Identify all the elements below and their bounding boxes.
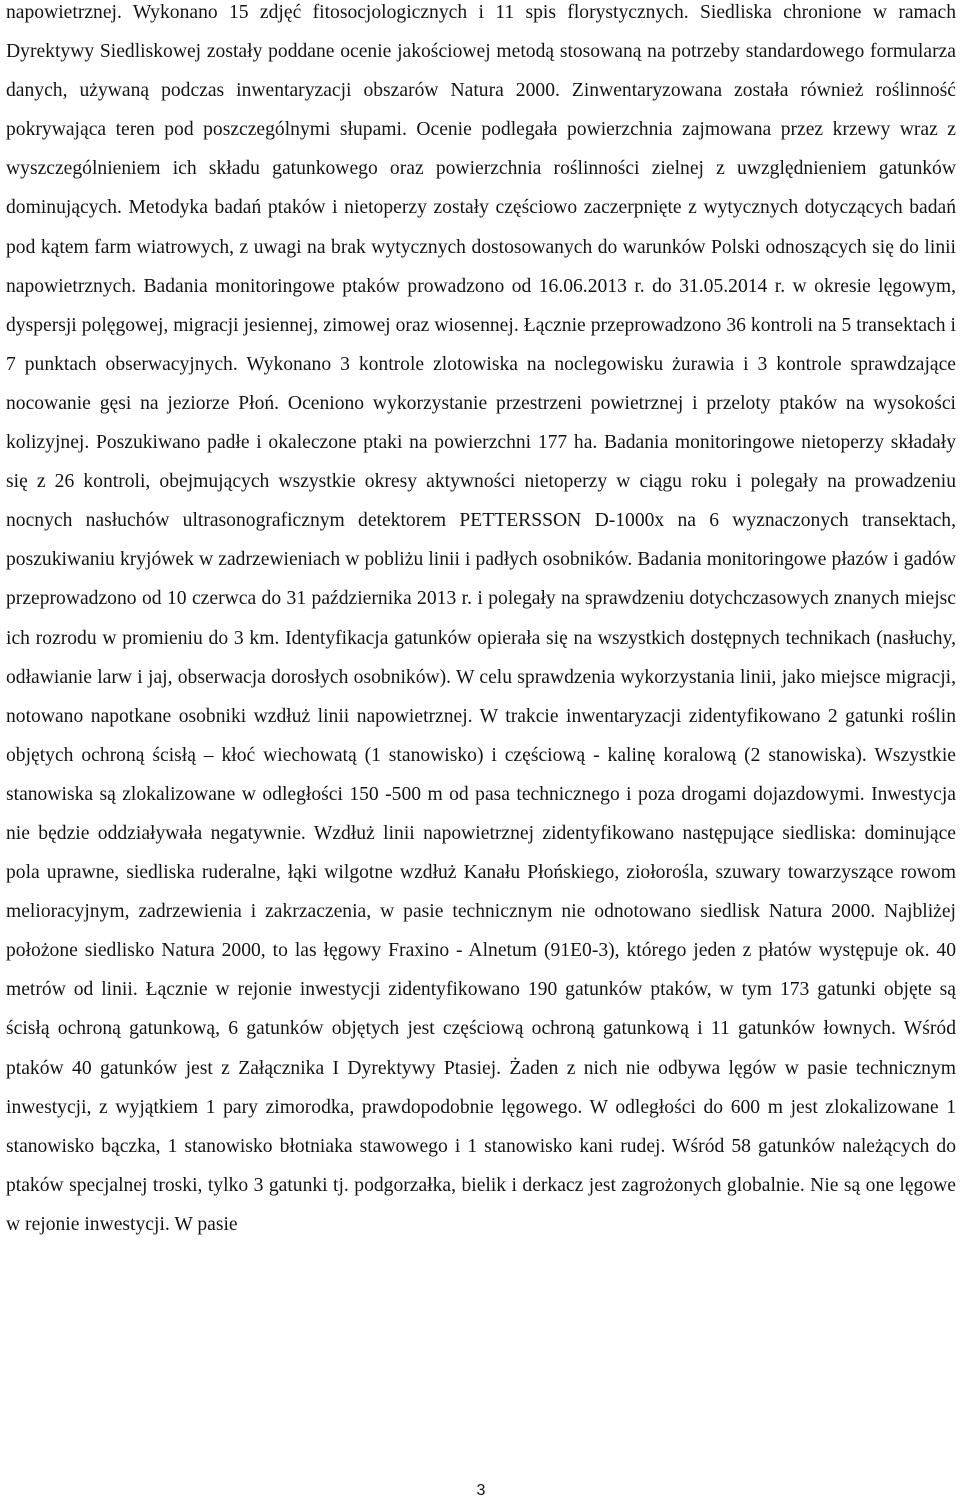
page-number: 3 xyxy=(476,1482,486,1499)
paragraph: napowietrznej. Wykonano 15 zdjęć fitosocjologicznych i 11 spis florystycznych. Siedliska chronione w ramach Dyrektywy Siedliskowej zostały poddane ocenie jakościowej metodą stosowaną na potrzeby standardowego formularza danych, używaną podczas inwentaryzacji obszarów Natura 2000. Zinwentaryzowana została również roślinność pokrywająca teren pod poszczególnymi słupami. Ocenie podlegała powierzchnia zajmowana przez krzewy wraz z wyszczególnieniem ich składu gatunkowego oraz powierzchnia roślinności zielnej z uwzględnieniem gatunków dominujących. Metodyka badań ptaków i nietoperzy zostały częściowo zaczerpnięte z wytycznych dotyczących badań pod kątem farm wiatrowych, z uwagi na brak wytycznych dostosowanych do warunków Polski odnoszących się do linii napowietrznych. Badania monitoringowe ptaków prowadzono od 16.06.2013 r. do 31.05.2014 r. w okresie lęgowym, dyspersji polęgowej, migracji jesiennej, zimowej oraz wiosennej. Łącznie przeprowadzono 36 kontroli na 5 transektach i 7 punktach obserwacyjnych. Wykonano 3 kontrole zlotowiska na noclegowisku żurawia i 3 kontrole sprawdzające nocowanie gęsi na jeziorze Płoń. Oceniono wykorzystanie przestrzeni powietrznej i przeloty ptaków na wysokości kolizyjnej. Poszukiwano padłe i okaleczone ptaki na powierzchni 177 ha. Badania monitoringowe nietoperzy składały się z 26 kontroli, obejmujących wszystkie okresy aktywności nietoperzy w ciągu roku i polegały na prowadzeniu nocnych nasłuchów ultrasonograficznym detektorem PETTERSSON D-1000x na 6 wyznaczonych transektach, poszukiwaniu kryjówek w zadrzewieniach w pobliżu linii i padłych osobników. Badania monitoringowe płazów i gadów przeprowadzono od 10 czerwca do 31 października 2013 r. i polegały na sprawdzeniu dotychczasowych znanych miejsc ich rozrodu w promieniu do 3 km. Identyfikacja gatunków opierała się na wszystkich dostępnych technikach (nasłuchy, odławianie larw i jaj, obserwacja dorosłych osobników). W celu sprawdzenia wykorzystania linii, jako miejsce migracji, notowano napotkane osobniki wzdłuż linii napowietrznej. W trakcie inwentaryzacji zidentyfikowano 2 gatunki roślin objętych ochroną ścisłą – kłoć wiechowatą (1 stanowisko) i częściową - kalinę koralową (2 stanowiska). Wszystkie stanowiska są zlokalizowane w odległości 150 -500 m od pasa technicznego i poza drogami dojazdowymi. Inwestycja nie będzie oddziaływała negatywnie. Wzdłuż linii napowietrznej zidentyfikowano następujące siedliska: dominujące pola uprawne, siedliska ruderalne, łąki wilgotne wzdłuż Kanału Płońskiego, ziołorośla, szuwary towarzyszące rowom melioracyjnym, zadrzewienia i zakrzaczenia, w pasie technicznym nie odnotowano siedlisk Natura 2000. Najbliżej położone siedlisko Natura 2000, to las łęgowy Fraxino - Alnetum (91E0-3), którego jeden z płatów występuje ok. 40 metrów od linii. Łącznie w rejonie inwestycji zidentyfikowano 190 gatunków ptaków, w tym 173 gatunki objęte są ścisłą ochroną gatunkową, 6 gatunków objętych jest częściową ochroną gatunkową i 11 gatunków łownych. Wśród ptaków 40 gatunków jest z Załącznika I Dyrektywy Ptasiej. Żaden z nich nie odbywa lęgów w pasie technicznym inwestycji, z wyjątkiem 1 pary zimorodka, prawdopodobnie lęgowego. W odległości do 600 m jest zlokalizowane 1 stanowisko bączka, 1 stanowisko błotniaka stawowego i 1 stanowisko kani rudej. Wśród 58 gatunków należących do ptaków specjalnej troski, tylko 3 gatunki tj. podgorzałka, bielik i derkacz jest zagrożonych globalnie. Nie są one lęgowe w rejonie inwestycji. W pasie xyxy=(6,2,956,1235)
document-page xyxy=(6,0,956,1509)
body-text xyxy=(6,0,956,1244)
